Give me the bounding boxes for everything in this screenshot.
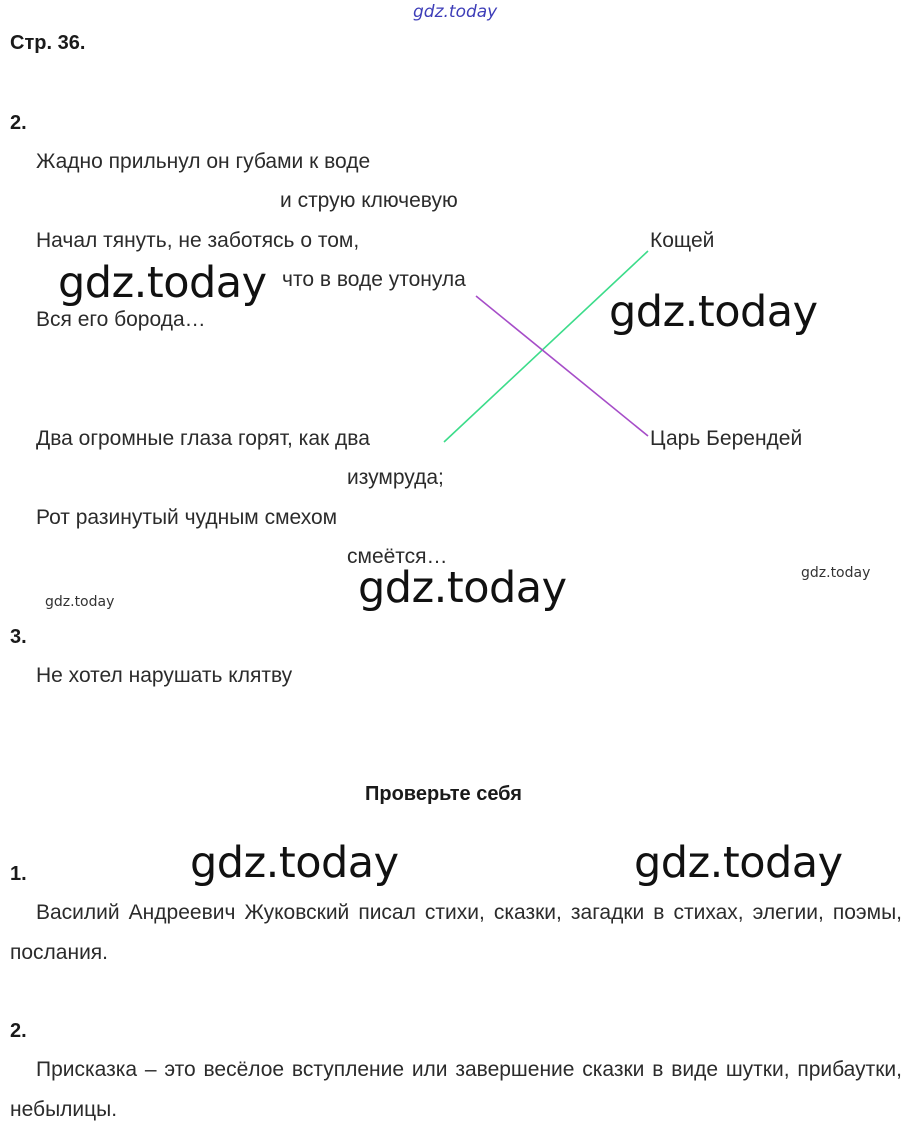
answer-koschei: Кощей [650, 229, 715, 252]
answer-berendei: Царь Берендей [650, 427, 803, 450]
watermark: gdz.today [609, 287, 818, 337]
poem-line: Жадно прильнул он губами к воде [36, 150, 371, 173]
watermark-small: gdz.today [801, 565, 871, 581]
poem-line: изумруда; [347, 466, 444, 489]
watermark: gdz.today [190, 838, 399, 888]
match-line-berendei [476, 296, 648, 436]
task-number: 1. [10, 863, 27, 885]
watermark: gdz.today [58, 258, 267, 308]
watermark-top: gdz.today [413, 2, 498, 22]
task-number: 2. [10, 112, 27, 134]
page-title: Стр. 36. [10, 32, 86, 54]
section-heading: Проверьте себя [365, 783, 522, 805]
poem-line: Вся его борода… [36, 308, 206, 331]
watermark-small: gdz.today [45, 594, 115, 610]
watermark: gdz.today [358, 563, 567, 613]
poem-line: Начал тянуть, не заботясь о том, [36, 229, 360, 252]
task-number: 3. [10, 626, 27, 648]
poem-line: Рот разинутый чудным смехом [36, 506, 338, 529]
poem-line: что в воде утонула [282, 268, 466, 291]
poem-line: Два огромные глаза горят, как два [36, 427, 370, 450]
poem-line: смеётся… [347, 545, 448, 568]
answer-paragraph: Василий Андреевич Жуковский писал стихи, сказки, загадки в стихах, элегии, поэмы, послания. [10, 901, 902, 964]
watermark: gdz.today [634, 838, 843, 888]
answer-text: Не хотел нарушать клятву [36, 664, 293, 687]
poem-line: и струю ключевую [280, 189, 458, 212]
task-number: 2. [10, 1020, 27, 1042]
answer-paragraph: Присказка – это весёлое вступление или завершение сказки в виде шутки, прибаутки, небылицы. [10, 1058, 902, 1121]
match-line-koschei [444, 251, 648, 442]
